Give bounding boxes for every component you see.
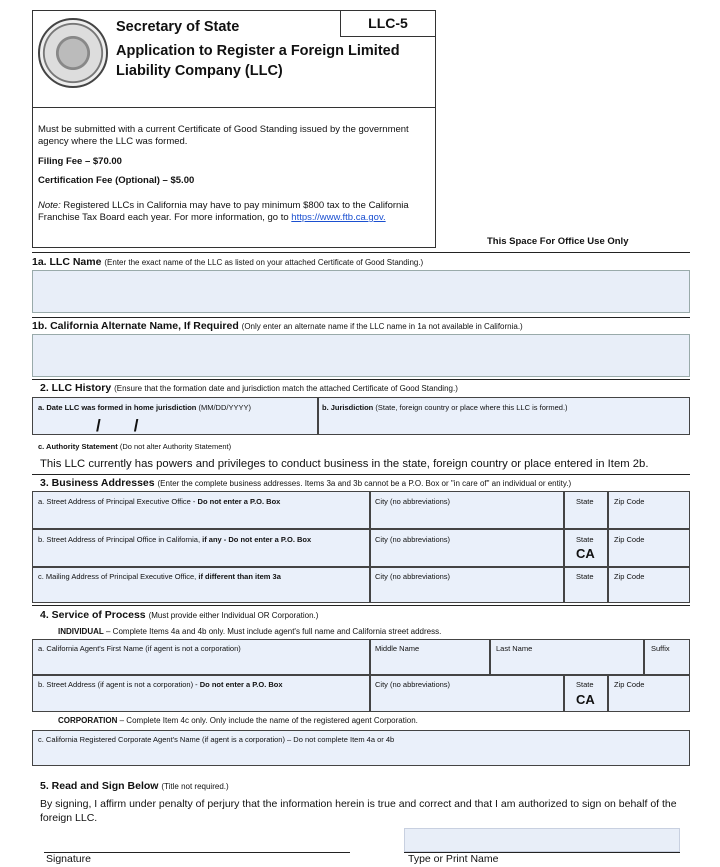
- alternate-name-field[interactable]: [32, 334, 690, 377]
- ftb-link[interactable]: https://www.ftb.ca.gov.: [291, 212, 386, 223]
- section-1a-header: [32, 256, 423, 268]
- signature-label: Signature: [46, 853, 91, 865]
- note-text: [38, 200, 422, 224]
- address-3b-zip-label: Zip Code: [614, 535, 645, 544]
- agent-suffix-label: Suffix: [651, 644, 670, 653]
- office-title: Secretary of State: [116, 19, 240, 35]
- divider: [32, 252, 690, 253]
- office-use-label: This Space For Office Use Only: [487, 236, 629, 247]
- agent-first-name-label: a. California Agent's First Name (if agent is not a corporation): [38, 644, 241, 653]
- state-seal-icon: [38, 18, 108, 88]
- agent-zip-label: Zip Code: [614, 680, 645, 689]
- address-3a-label-bold: Do not enter a P.O. Box: [197, 497, 281, 506]
- address-3b-label-text: b. Street Address of Principal Office in California,: [38, 535, 203, 544]
- filing-fee: Filing Fee – $70.00: [38, 156, 122, 167]
- formation-date-label-text: a. Date LLC was formed in home jurisdiction: [38, 403, 197, 412]
- address-3b-state-value: CA: [576, 546, 595, 561]
- address-3b-label: [38, 535, 311, 544]
- individual-instructions: [58, 627, 441, 636]
- jurisdiction-label: [322, 403, 568, 412]
- section-2-note: (Ensure that the formation date and jurisdiction match the attached Certificate of Good Standing.): [114, 384, 458, 393]
- corporation-instructions: [58, 716, 418, 725]
- note-label: Note:: [38, 200, 61, 211]
- address-3c-zip-label: Zip Code: [614, 572, 645, 581]
- authority-label: [38, 442, 231, 451]
- form-id: LLC-5: [340, 10, 436, 37]
- affirmation-text: By signing, I affirm under penalty of perjury that the information herein is true and correct and that I am authorized to sign on behalf of the foreign LLC.: [40, 798, 677, 824]
- address-3c-label-text: c. Mailing Address of Principal Executive Office,: [38, 572, 199, 581]
- agent-middle-name-label: Middle Name: [375, 644, 420, 653]
- agent-state-label: State: [576, 680, 594, 689]
- section-2-header: [40, 382, 458, 394]
- address-3a-zip-label: Zip Code: [614, 497, 645, 506]
- agent-last-name-label: Last Name: [496, 644, 533, 653]
- individual-text: – Complete Items 4a and 4b only. Must include agent's full name and California street address.: [103, 627, 442, 636]
- section-4-title: 4. Service of Process: [40, 609, 146, 621]
- section-1b-title: 1b. California Alternate Name, If Required: [32, 320, 239, 332]
- section-4-note: (Must provide either Individual OR Corporation.): [148, 611, 319, 620]
- address-3a-label-text: a. Street Address of Principal Executive Office -: [38, 497, 198, 506]
- address-3c-label: [38, 572, 281, 581]
- agent-city-label: City (no abbreviations): [375, 680, 451, 689]
- address-3b-state-label: State: [576, 535, 594, 544]
- section-2-title: 2. LLC History: [40, 382, 112, 394]
- certification-fee: Certification Fee (Optional) – $5.00: [38, 175, 195, 186]
- date-separators: / /: [96, 416, 139, 435]
- section-3-title: 3. Business Addresses: [40, 477, 155, 489]
- address-3c-label-bold: if different than item 3a: [198, 572, 281, 581]
- authority-note: (Do not alter Authority Statement): [119, 442, 232, 451]
- address-3a-label: [38, 497, 280, 506]
- section-5-note: (Title not required.): [161, 782, 229, 791]
- note-body: Registered LLCs in California may have to pay minimum $800 tax to the California Franchise Tax Board each year. For more information, go to: [38, 200, 409, 223]
- authority-statement: This LLC currently has powers and privileges to conduct business in the state, foreign country or place entered in Item 2b.: [40, 458, 649, 470]
- section-1b-header: [32, 320, 523, 332]
- agent-street-label: [38, 680, 283, 689]
- jurisdiction-note: (State, foreign country or place where this LLC is formed.): [375, 403, 568, 412]
- authority-label-text: c. Authority Statement: [38, 442, 118, 451]
- section-1a-note: (Enter the exact name of the LLC as listed on your attached Certificate of Good Standing.): [104, 258, 424, 267]
- address-3b-label-bold: if any - Do not enter a P.O. Box: [202, 535, 312, 544]
- address-3a-state-label: State: [576, 497, 594, 506]
- section-5-title: 5. Read and Sign Below: [40, 780, 159, 792]
- corporation-text: – Complete Item 4c only. Only include the name of the registered agent Corporation.: [117, 716, 418, 725]
- form-title: Application to Register a Foreign Limited Liability Company (LLC): [116, 43, 400, 79]
- address-3c-state-label: State: [576, 572, 594, 581]
- section-3-note: (Enter the complete business addresses. Items 3a and 3b cannot be a P.O. Box or "in care of" an individual or entity.): [157, 479, 572, 488]
- jurisdiction-label-text: b. Jurisdiction: [322, 403, 374, 412]
- divider: [32, 317, 690, 318]
- address-3a-city-label: City (no abbreviations): [375, 497, 451, 506]
- print-name-label: Type or Print Name: [408, 853, 499, 865]
- agent-street-label-text: b. Street Address (if agent is not a corporation) -: [38, 680, 200, 689]
- formation-date-format: (MM/DD/YYYY): [198, 403, 251, 412]
- section-4-header: [40, 609, 318, 621]
- individual-label: INDIVIDUAL: [58, 627, 104, 636]
- section-1b-note: (Only enter an alternate name if the LLC name in 1a not available in California.): [241, 322, 523, 331]
- corporation-label: CORPORATION: [58, 716, 118, 725]
- divider: [32, 474, 690, 475]
- divider: [32, 605, 690, 606]
- print-name-field[interactable]: [404, 828, 680, 852]
- agent-street-label-bold: Do not enter a P.O. Box: [199, 680, 283, 689]
- agent-state-value: CA: [576, 692, 595, 707]
- divider: [32, 379, 690, 380]
- llc-name-field[interactable]: [32, 270, 690, 313]
- section-5-header: [40, 780, 229, 792]
- address-3b-city-label: City (no abbreviations): [375, 535, 451, 544]
- formation-date-label: [38, 403, 251, 412]
- address-3c-city-label: City (no abbreviations): [375, 572, 451, 581]
- section-3-header: [40, 477, 571, 489]
- corporate-agent-label: c. California Registered Corporate Agent's Name (if agent is a corporation) – Do not complete Item 4a or 4b: [38, 735, 395, 744]
- section-1a-title: 1a. LLC Name: [32, 256, 102, 268]
- intro-text: Must be submitted with a current Certificate of Good Standing issued by the government agency where the LLC was formed.: [38, 124, 409, 147]
